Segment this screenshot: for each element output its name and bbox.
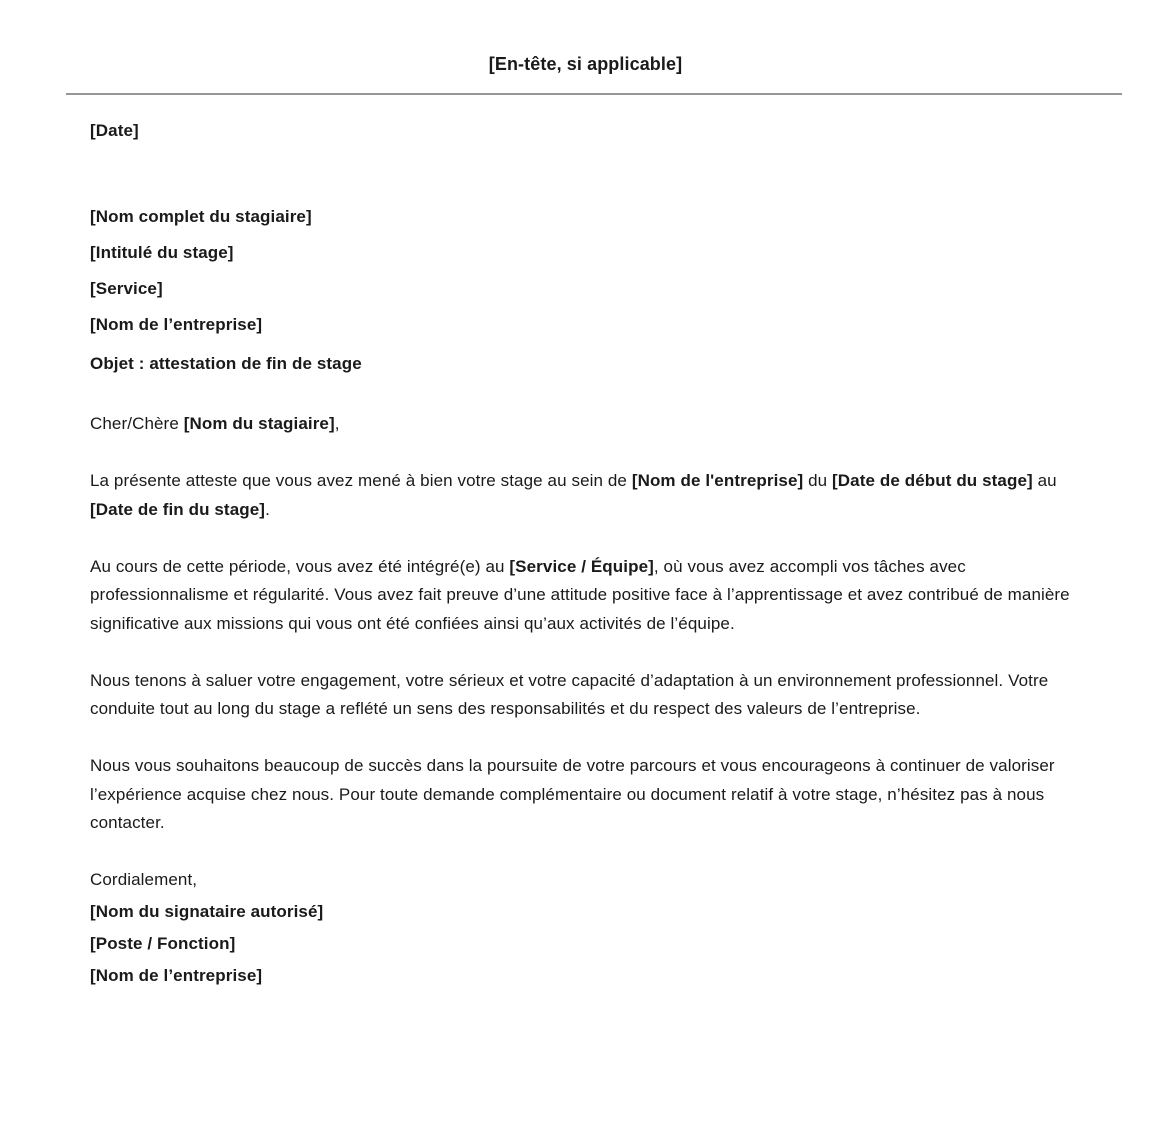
signature-line: [Nom de l’entreprise]	[90, 966, 263, 985]
body-paragraph: La présente atteste que vous avez mené à bien votre stage au sein de [Nom de l'entreprise] du [Date de début du stage] au [Date de fin du stage].	[90, 471, 1057, 519]
letterhead-placeholder: [En-tête, si applicable]	[488, 54, 683, 74]
letter-body	[90, 117, 1080, 991]
subject-line: Objet : attestation de fin de stage	[90, 354, 362, 373]
recipient-line: [Intitulé du stage]	[90, 242, 234, 262]
header-divider	[66, 93, 1122, 95]
body-paragraph: Nous tenons à saluer votre engagement, votre sérieux et votre capacité d’adaptation à un environnement professionnel. Votre conduite tout au long du stage a reflété un sens des responsabilités et du respect des valeurs de l’entreprise.	[90, 670, 1049, 718]
closing-block	[90, 866, 1080, 991]
signature-line: [Poste / Fonction]	[90, 934, 236, 953]
recipient-block	[90, 203, 1080, 340]
closing-regards: Cordialement,	[90, 870, 198, 889]
recipient-line: [Service]	[90, 278, 163, 298]
signature-line: [Nom du signataire autorisé]	[90, 902, 324, 921]
signature-lines	[90, 898, 1080, 991]
salutation: Cher/Chère [Nom du stagiaire],	[90, 414, 340, 433]
date-placeholder: [Date]	[90, 121, 139, 140]
body-paragraph: Au cours de cette période, vous avez été intégré(e) au [Service / Équipe], où vous avez accompli vos tâches avec professionnalisme et régularité. Vous avez fait preuve d’une attitude positive face à l’apprentissage et avez contribué de manière significative aux missions qui vous ont été confiées ainsi qu’aux activités de l’équipe.	[90, 556, 1070, 633]
recipient-line: [Nom complet du stagiaire]	[90, 206, 312, 226]
paragraphs	[90, 467, 1080, 838]
recipient-line: [Nom de l’entreprise]	[90, 314, 263, 334]
body-paragraph: Nous vous souhaitons beaucoup de succès dans la poursuite de votre parcours et vous encourageons à continuer de valoriser l’expérience acquise chez nous. Pour toute demande complémentaire ou document relatif à votre stage, n’hésitez pas à nous contacter.	[90, 756, 1055, 832]
